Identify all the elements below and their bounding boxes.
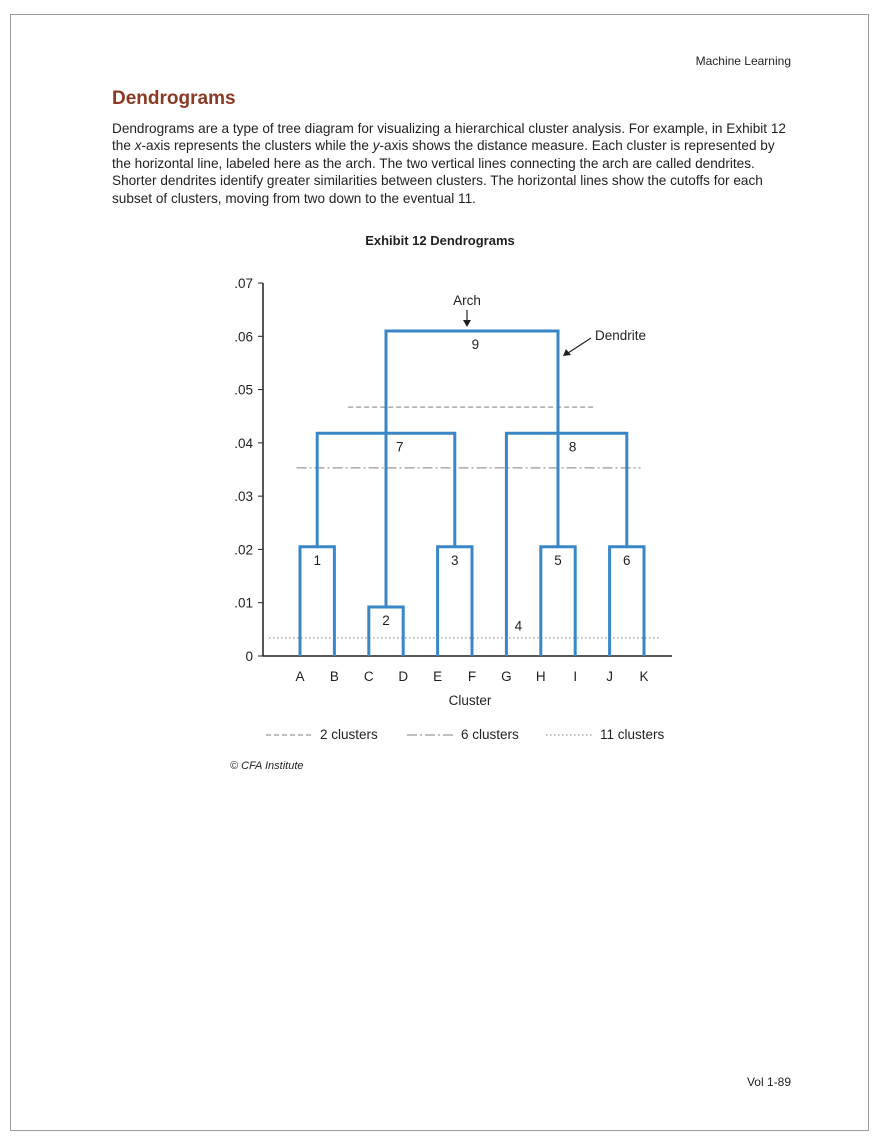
running-head: Machine Learning — [695, 54, 791, 68]
exhibit-title: Exhibit 12 Dendrograms — [365, 233, 515, 248]
section-title: Dendrograms — [112, 88, 236, 109]
credit: © CFA Institute — [230, 760, 304, 772]
x-tick-label: D — [398, 669, 409, 684]
paragraph-text: -axis represents the clusters while the — [141, 138, 373, 154]
x-axis-label: Cluster — [448, 693, 492, 708]
legend-swatch-dotted — [546, 730, 594, 740]
dendrite-arrow — [568, 338, 591, 353]
cluster-label: 2 — [382, 612, 390, 628]
y-tick-label: .05 — [234, 382, 253, 398]
legend-label: 6 clusters — [461, 727, 519, 742]
y-tick-label: .02 — [234, 542, 253, 558]
x-tick-label: H — [535, 669, 546, 684]
x-tick-label: F — [467, 669, 477, 684]
cluster-label: 6 — [623, 552, 631, 568]
legend-swatch-dashed — [266, 730, 314, 740]
legend-swatch-dash-dot — [407, 730, 455, 740]
legend-item — [266, 727, 378, 742]
y-tick-label: .07 — [234, 276, 253, 291]
paragraph-text: -axis shows the distance measure. Each cluster is represented by the horizontal line, labeled here as the arch. The two vertical lines connecting the arch are called dendrites. Shorter dendrites identify greater similarities between clusters. The horizontal lines show the cutoffs for each subset of clusters, moving from two down to the eventual 11. — [112, 138, 775, 206]
x-tick-label: E — [433, 669, 443, 684]
y-tick-label: 0 — [245, 649, 253, 664]
y-emphasis: y — [372, 138, 380, 154]
x-tick-label: J — [606, 669, 613, 684]
page-number: Vol 1-89 — [746, 1075, 791, 1089]
arch-annotation: Arch — [453, 293, 481, 308]
x-tick-label: G — [501, 669, 512, 684]
cluster-label: 7 — [396, 439, 404, 455]
legend-item — [546, 727, 664, 742]
arch-arrowhead-icon — [463, 320, 471, 327]
x-tick-label: K — [639, 669, 649, 684]
y-tick-label: .06 — [234, 329, 253, 345]
x-tick-label: C — [363, 669, 374, 684]
y-tick-label: .03 — [234, 489, 253, 505]
y-tick-label: .01 — [234, 595, 253, 611]
dendrite-annotation: Dendrite — [595, 328, 647, 343]
paragraph-text: Dendrograms are a type of tree diagram for visualizing a hierarchical cluster analysis. For example, in Exhibit 12 the — [112, 121, 786, 154]
y-tick-label: .04 — [234, 435, 253, 451]
x-tick-label: I — [573, 669, 578, 684]
legend-label: 11 clusters — [600, 727, 665, 742]
cluster-label: 4 — [514, 618, 523, 634]
cluster-label: 1 — [313, 552, 321, 568]
x-tick-label: A — [295, 669, 305, 684]
x-emphasis: x — [134, 138, 142, 154]
legend-label: 2 clusters — [320, 727, 378, 742]
x-tick-label: B — [329, 669, 339, 684]
cluster-label: 9 — [471, 336, 480, 352]
cluster-label: 5 — [554, 552, 562, 568]
cluster-label: 8 — [568, 439, 577, 455]
cluster-label: 3 — [451, 552, 459, 568]
legend-item — [407, 727, 519, 742]
